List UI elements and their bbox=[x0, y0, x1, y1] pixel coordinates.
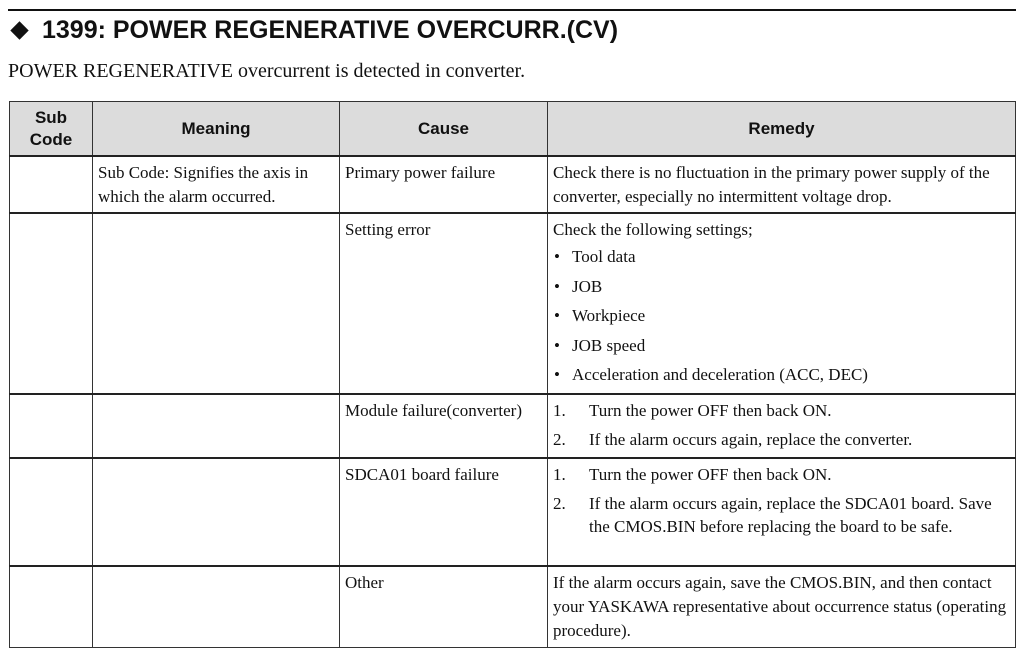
sub-code-cell bbox=[10, 458, 93, 566]
remedy-steps bbox=[553, 460, 1010, 538]
meaning-text: Sub Code: Signifies the axis in which the alarm occurred. bbox=[98, 163, 309, 206]
sub-code-cell bbox=[10, 394, 93, 458]
meaning-cell bbox=[93, 213, 340, 394]
meaning-cell bbox=[93, 394, 340, 458]
header-sub-code-line1: Sub bbox=[34, 107, 68, 127]
table-row bbox=[10, 156, 1016, 213]
list-item: 2. If the alarm occurs again, replace the SDCA01 board. Save the CMOS.BIN before replacing the board to be safe. bbox=[553, 493, 992, 536]
alarm-table bbox=[9, 101, 1016, 648]
list-item: • Acceleration and deceleration (ACC, DEC) bbox=[553, 360, 1010, 390]
remedy-cell bbox=[548, 394, 1016, 458]
bullet-dot-icon: • bbox=[554, 365, 560, 384]
header-meaning: Meaning bbox=[93, 102, 340, 157]
list-item: 2. If the alarm occurs again, replace the converter. bbox=[553, 429, 913, 449]
remedy-intro: Check the following settings; bbox=[553, 220, 753, 239]
bullet-dot-icon: • bbox=[554, 335, 560, 355]
remedy-cell bbox=[548, 566, 1016, 648]
bullet-dot-icon: • bbox=[554, 306, 560, 325]
list-item: • JOB speed bbox=[553, 331, 1010, 361]
cause-cell bbox=[340, 213, 548, 394]
table-row bbox=[10, 566, 1016, 648]
table-row bbox=[10, 213, 1016, 394]
bullet-dot-icon: • bbox=[554, 247, 560, 266]
meaning-cell bbox=[93, 458, 340, 566]
sub-code-cell bbox=[10, 566, 93, 648]
cause-text: SDCA01 board failure bbox=[345, 464, 499, 484]
table-row bbox=[10, 458, 1016, 566]
cause-text: Setting error bbox=[345, 220, 431, 239]
cause-text: Module failure(converter) bbox=[345, 400, 522, 420]
header-sub-code bbox=[10, 102, 93, 157]
remedy-cell bbox=[548, 156, 1016, 213]
remedy-cell bbox=[548, 458, 1016, 566]
alarm-title bbox=[8, 14, 618, 46]
sub-code-cell bbox=[10, 156, 93, 213]
list-item: 1. Turn the power OFF then back ON. bbox=[553, 400, 832, 420]
meaning-cell bbox=[93, 156, 340, 213]
remedy-text: If the alarm occurs again, save the CMOS.BIN, and then contact your YASKAWA representative about occurrence status (operating procedure). bbox=[553, 572, 1007, 640]
remedy-text: Check there is no fluctuation in the primary power supply of the converter, especially no intermittent voltage drop. bbox=[553, 163, 990, 206]
cause-cell bbox=[340, 566, 548, 648]
meaning-cell bbox=[93, 566, 340, 648]
cause-text: Other bbox=[345, 572, 384, 592]
list-item: • JOB bbox=[553, 272, 1010, 302]
header-remedy: Remedy bbox=[548, 102, 1016, 157]
cause-cell bbox=[340, 458, 548, 566]
cause-text: Primary power failure bbox=[345, 163, 496, 182]
cause-cell bbox=[340, 394, 548, 458]
list-item: • Tool data bbox=[553, 242, 1010, 272]
list-item: • Workpiece bbox=[553, 301, 1010, 331]
bullet-dot-icon: • bbox=[554, 276, 560, 296]
cause-cell bbox=[340, 156, 548, 213]
sub-code-cell bbox=[10, 213, 93, 394]
remedy-bullet-list bbox=[553, 242, 1010, 390]
alarm-title-text: 1399: POWER REGENERATIVE OVERCURR.(CV) bbox=[42, 15, 619, 44]
remedy-steps bbox=[553, 396, 1010, 454]
list-item: 1. Turn the power OFF then back ON. bbox=[553, 464, 832, 484]
header-cause: Cause bbox=[340, 102, 548, 157]
table-header-row bbox=[10, 102, 1016, 157]
diamond-bullet-icon bbox=[10, 21, 28, 39]
top-rule bbox=[8, 9, 1016, 11]
remedy-cell bbox=[548, 213, 1016, 394]
alarm-description: POWER REGENERATIVE overcurrent is detected in converter. bbox=[8, 60, 526, 82]
table-row bbox=[10, 394, 1016, 458]
header-sub-code-line2: Code bbox=[29, 129, 73, 149]
